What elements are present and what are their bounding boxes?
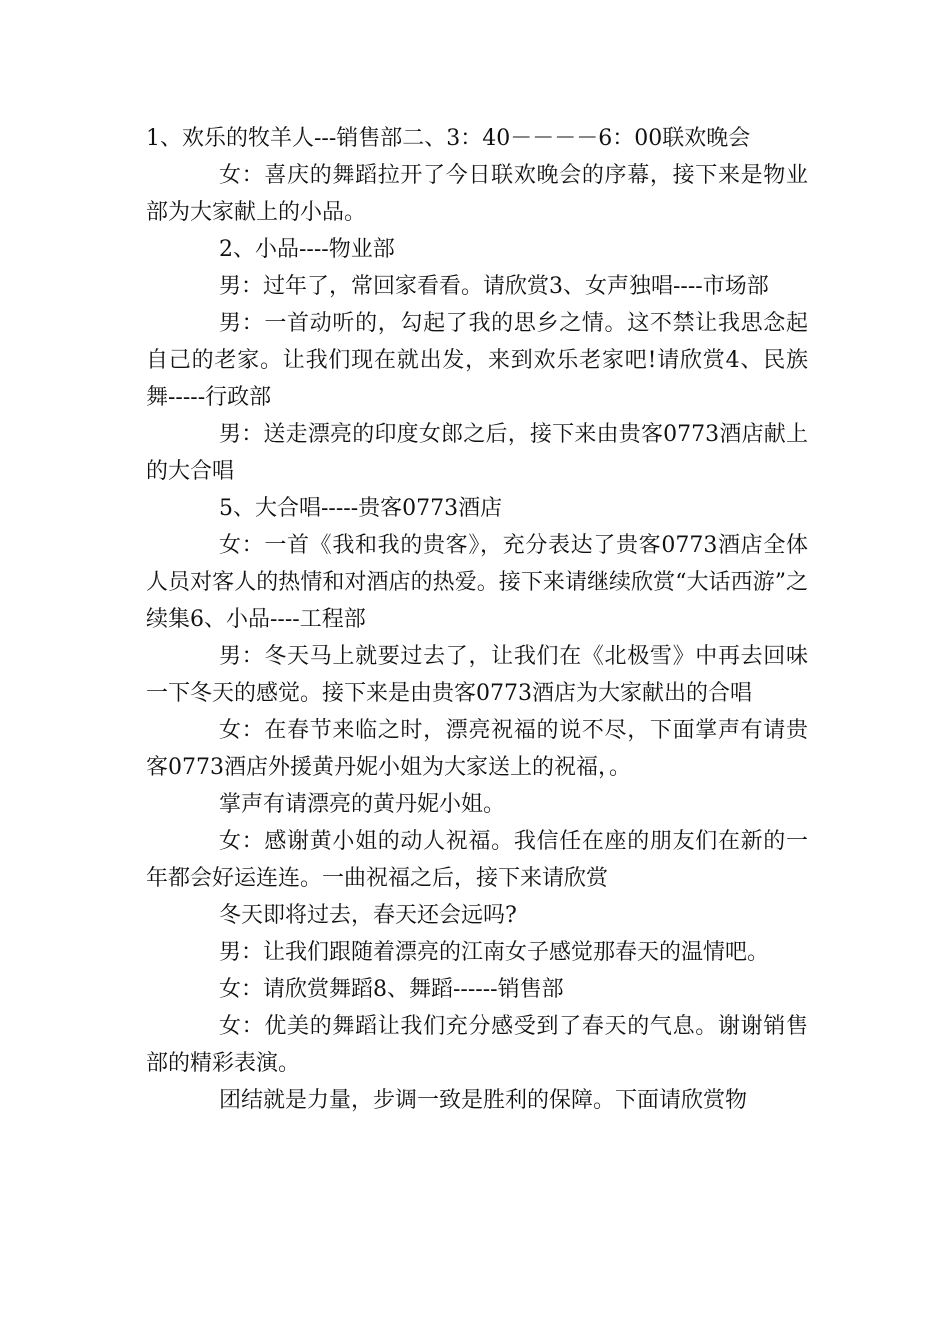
paragraph-2: 女：喜庆的舞蹈拉开了今日联欢晚会的序幕，接下来是物业部为大家献上的小品。	[146, 163, 808, 225]
paragraph-13: 冬天即将过去，春天还会远吗?	[219, 903, 517, 928]
paragraph-16: 女：优美的舞蹈让我们充分感受到了春天的气息。谢谢销售部的精彩表演。	[146, 1014, 808, 1076]
paragraph-4: 男：过年了，常回家看看。请欣赏3、女声独唱----市场部	[219, 274, 769, 299]
paragraph-3: 2、小品----物业部	[219, 237, 395, 262]
paragraph-17: 团结就是力量，步调一致是胜利的保障。下面请欣赏物	[219, 1088, 748, 1113]
paragraph-11: 掌声有请漂亮的黄丹妮小姐。	[219, 792, 506, 817]
paragraph-1: 1、欢乐的牧羊人---销售部二、3：40－－－－6：00联欢晚会	[146, 126, 751, 151]
paragraph-5: 男：一首动听的，勾起了我的思乡之情。这不禁让我思念起自己的老家。让我们现在就出发，来到欢乐老家吧!请欣赏4、民族舞-----行政部	[146, 311, 808, 410]
paragraph-6: 男：送走漂亮的印度女郎之后，接下来由贵客0773酒店献上的大合唱	[146, 422, 808, 484]
paragraph-7: 5、大合唱-----贵客0773酒店	[219, 496, 503, 521]
paragraph-10: 女：在春节来临之时，漂亮祝福的说不尽，下面掌声有请贵客0773酒店外援黄丹妮小姐为大家送上的祝福，。	[146, 718, 808, 780]
paragraph-9: 男：冬天马上就要过去了，让我们在《北极雪》中再去回味一下冬天的感觉。接下来是由贵客0773酒店为大家献出的合唱	[146, 644, 808, 706]
paragraph-15: 女：请欣赏舞蹈8、舞蹈------销售部	[219, 977, 564, 1002]
paragraph-14: 男：让我们跟随着漂亮的江南女子感觉那春天的温情吧。	[219, 940, 770, 965]
paragraph-8: 女：一首《我和我的贵客》，充分表达了贵客0773酒店全体人员对客人的热情和对酒店的热爱。接下来请继续欣赏“大话西游”之续集6、小品----工程部	[146, 533, 808, 632]
document-body	[146, 120, 808, 1119]
paragraph-12: 女：感谢黄小姐的动人祝福。我信任在座的朋友们在新的一年都会好运连连。一曲祝福之后，接下来请欣赏	[146, 829, 808, 891]
